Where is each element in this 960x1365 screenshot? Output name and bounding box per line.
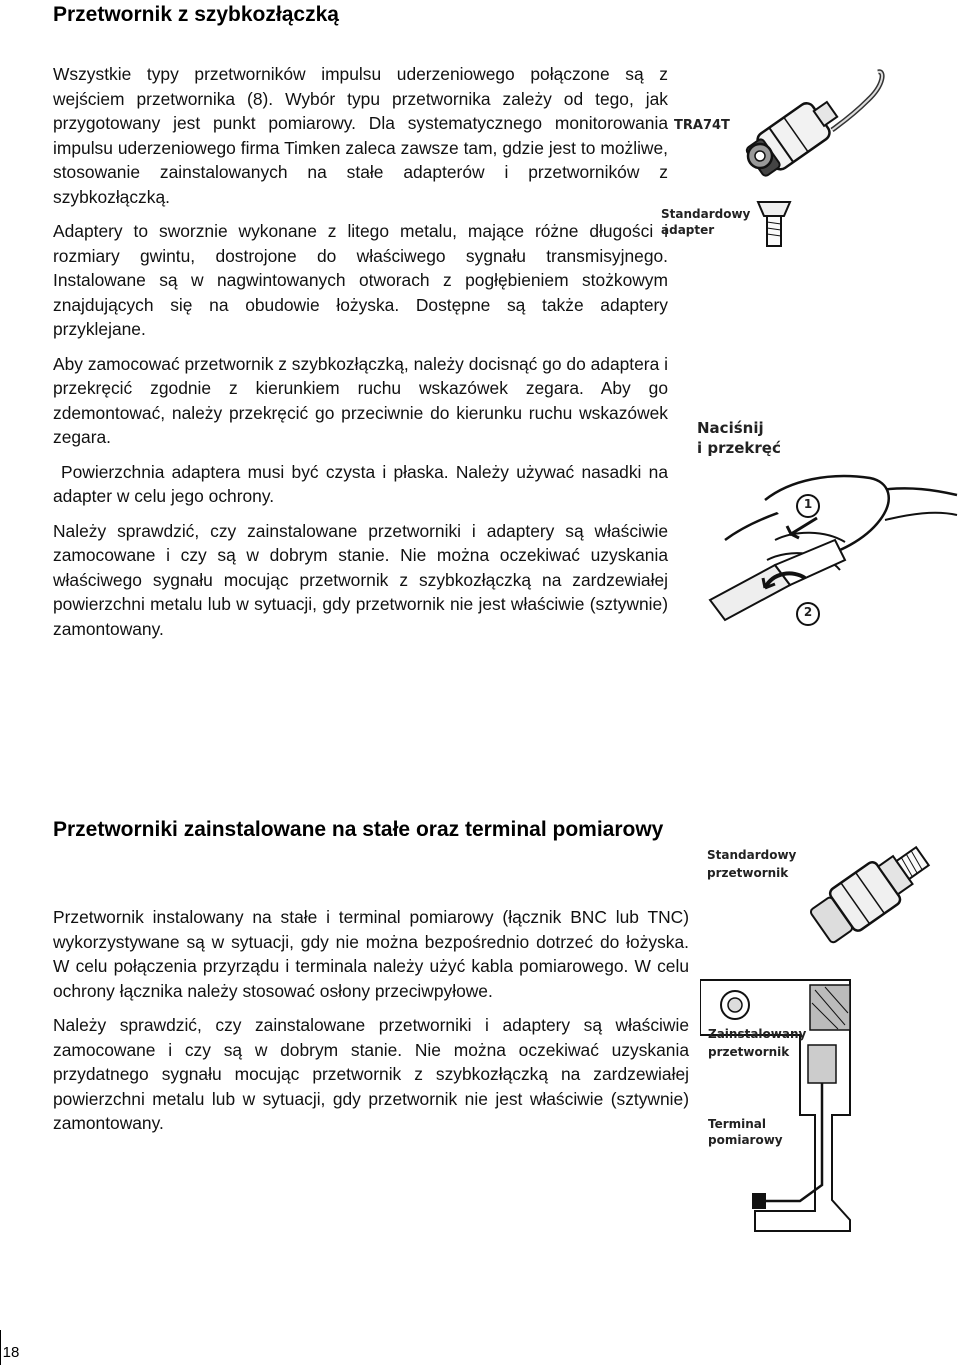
transducer-tra74t-illustration — [740, 60, 890, 260]
standard-transducer-figure — [800, 818, 940, 968]
section2-title: Przetworniki zainstalowane na stałe oraz terminal pomiarowy — [53, 818, 664, 841]
section1-title: Przetwornik z szybkozłączką — [53, 3, 339, 26]
section2-body — [53, 905, 689, 1136]
press-twist-figure — [705, 460, 960, 635]
press-and-twist-label: Naciśnij i przekręć — [697, 419, 781, 457]
section1-paragraph: Aby zamocować przetwornik z szybkozłączką, należy docisnąć go do adaptera i przekręcić zgodnie z kierunkiem ruchu wskazówek zegara. Aby go zdemontować, należy przekręcić go przeciwnie do kierunku ruchu wskazówek zegara. — [53, 353, 668, 447]
section1-paragraph: Adaptery to sworznie wykonane z litego metalu, mające różne długości i rozmiary gwintu, dostrojone do właściwego sygnału transmisyjnego. Instalowane są w nagwintowanych otworach z pogłębieniem stożkowym znajdujących się na obudowie łożyska. Dostępne są także adaptery przyklejane. — [53, 221, 668, 339]
standard-transducer-illustration — [800, 818, 940, 968]
section1-paragraph: Wszystkie typy przetworników impulsu uderzeniowego połączone są z wejściem przetwornika (8). Wybór typu przetwornika zależy od tego, jak przygotowany jest punkt pomiarowy. Dla systematycznego monitorowania impulsu uderzeniowego firma Timken zaleca zawsze tam, gdzie jest to możliwe, stosowanie zainstalowanych na stałe adapterów i przetworników z szybkozłączką. — [53, 64, 668, 207]
step-1-label: 1 — [803, 497, 813, 511]
step-2-label: 2 — [803, 605, 813, 619]
hand-press-twist-illustration — [705, 460, 960, 635]
section1-body — [53, 62, 668, 641]
section1-paragraph: Powierzchnia adaptera musi być czysta i płaska. Należy używać nasadki na adapter w celu jego ochrony. — [53, 461, 668, 506]
section1-paragraph: Należy sprawdzić, czy zainstalowane przetworniki i adaptery są właściwie zamocowane i czy są w dobrym stanie. Nie można oczekiwać uzyskania właściwego sygnału mocując przetwornik z szybkozłączką na zardzewiałej powierzchni metalu lub w sytuacji, gdy przetwornik nie jest właściwie (sztywnie) zamontowany. — [53, 520, 668, 639]
transducer-model-label: TRA74T — [674, 118, 730, 133]
measurement-terminal-label: Terminal pomiarowy — [708, 1117, 783, 1147]
installed-transducer-label: Zainstalowany przetwornik — [708, 1027, 807, 1059]
standard-transducer-label: Standardowy przetwornik — [707, 848, 797, 880]
page-number: 18 — [2, 1344, 20, 1361]
transducer-figure — [740, 60, 890, 260]
section2-paragraph: Należy sprawdzić, czy zainstalowane przetworniki i adaptery są właściwie zamocowane i czy są w dobrym stanie. Nie można oczekiwać uzyskania przydatnego sygnału mocując przetwornik z szybkozłączką na zardzewiałej powierzchni metalu lub w sytuacji, gdy przetwornik nie jest właściwie (sztywnie) zamontowany. — [53, 1015, 689, 1133]
installation-figure — [700, 975, 860, 1233]
adapter-label: Standardowy adapter — [661, 207, 751, 237]
installed-transducer-terminal-illustration — [700, 975, 860, 1233]
section2-paragraph: Przetwornik instalowany na stałe i terminal pomiarowy (łącznik BNC lub TNC) wykorzystywane są w sytuacji, gdy nie można bezpośrednio dotrzeć do łożyska. W celu połączenia przyrządu i terminala należy użyć kabla pomiarowego. W celu ochrony łącznika należy stosować osłony przeciwpyłowe. — [53, 907, 689, 1001]
